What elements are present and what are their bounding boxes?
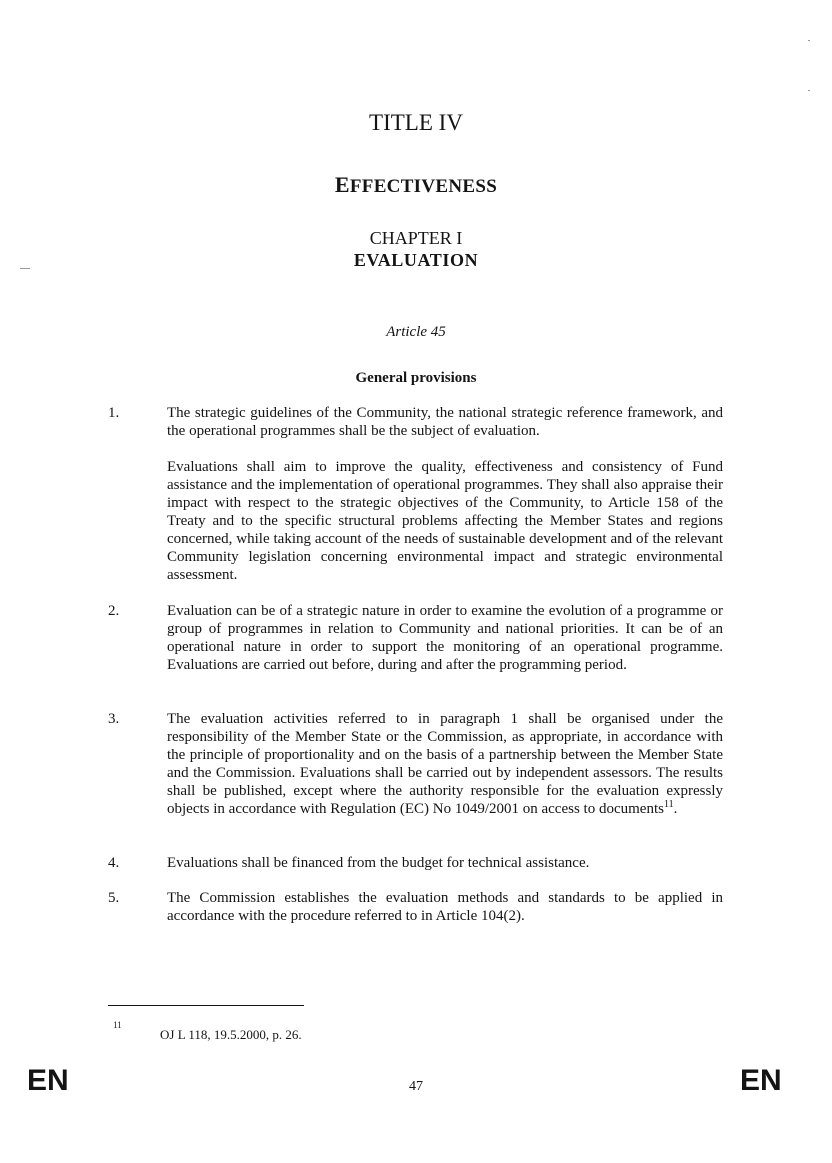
- paragraph-text: Evaluation can be of a strategic nature in order to examine the evolution of a programme or group of programmes in relation to Community and national priorities. It can be of an operational nature in order to support the monitoring of an operational programme. Evaluations are carried out before, during and after the programming period.: [167, 603, 723, 673]
- paragraph-text-end: .: [673, 801, 678, 817]
- paragraph-text: The strategic guidelines of the Community, the national strategic reference framework, and the operational programmes shall be the subject of evaluation.: [167, 405, 723, 439]
- paragraph-number: 5.: [108, 890, 120, 906]
- paragraph-continuation: Evaluations shall aim to improve the quality, effectiveness and consistency of Fund assistance and the implementation of operational programmes. They shall also appraise their impact with respect to the strategic objectives of the Community, to Article 158 of the Treaty and to the specific structural problems affecting the Member States and regions concerned, while taking account of the needs of sustainable development and of the relevant Community legislation concerning environmental impact and strategic environmental assessment.: [167, 459, 723, 583]
- article-heading: General provisions: [355, 370, 477, 386]
- paragraph-text: [167, 710, 723, 818]
- section-title-rest: FFECTIVENESS: [349, 176, 498, 197]
- paragraph-number: 2.: [108, 603, 120, 619]
- chapter-name: EVALUATION: [353, 250, 479, 270]
- chapter-label: CHAPTER I: [369, 228, 463, 248]
- page-number: 47: [409, 1079, 423, 1094]
- paragraph-number: 1.: [108, 405, 120, 421]
- section-title-initial: E: [334, 172, 350, 197]
- title: TITLE IV: [369, 110, 463, 135]
- paragraph-text: Evaluations shall be financed from the budget for technical assistance.: [167, 855, 590, 871]
- section-title: [0, 172, 832, 198]
- paragraph-number: 3.: [108, 711, 120, 727]
- language-code-right: EN: [740, 1064, 782, 1097]
- paragraph-text-body: The evaluation activities referred to in paragraph 1 shall be organised under the responsibility of the Member State or the Commission, as appropriate, in accordance with the principle of proportionality and on the basis of a partnership between the Member State and the Commission. Evaluations shall be carried out by independent assessors. The results shall be published, except where the authority responsible for the evaluation expressly objects in accordance with Regulation (EC) No 1049/2001 on access to documents: [167, 711, 723, 817]
- paragraph-number: 4.: [108, 855, 120, 871]
- paragraph-text: The Commission establishes the evaluation methods and standards to be applied in accordance with the procedure referred to in Article 104(2).: [167, 890, 723, 924]
- footnote-text: OJ L 118, 19.5.2000, p. 26.: [160, 1027, 302, 1042]
- scan-speck: [808, 40, 810, 41]
- footnote-divider: [108, 1005, 304, 1006]
- language-code-left: EN: [27, 1064, 69, 1097]
- footnote-reference: 11: [663, 799, 674, 810]
- scan-speck: [20, 268, 30, 269]
- footnote-number: 11: [113, 1020, 122, 1030]
- article-number: Article 45: [386, 324, 446, 340]
- scan-speck: [808, 90, 810, 91]
